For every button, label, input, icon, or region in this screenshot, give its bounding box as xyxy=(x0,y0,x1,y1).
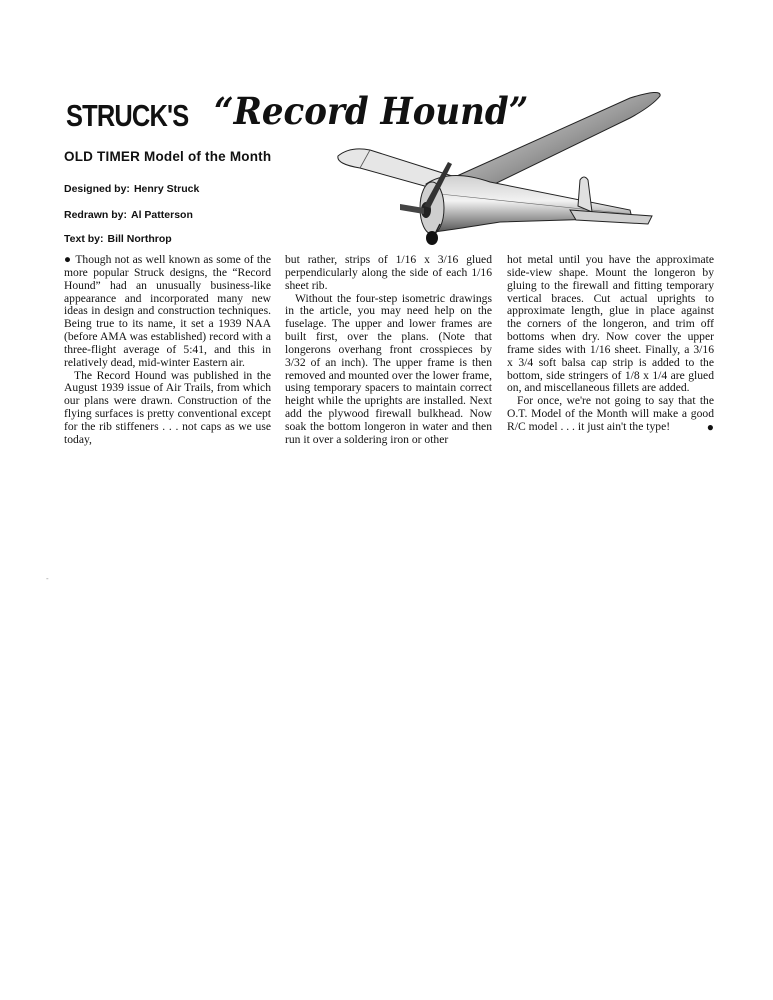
credit-name: Henry Struck xyxy=(133,183,200,195)
credit-text xyxy=(64,233,172,245)
credit-label: Designed by: xyxy=(64,183,130,195)
page-subtitle: OLD TIMER Model of the Month xyxy=(64,149,272,164)
paragraph-text: For once, we're not going to say that the O.T. Model of the Month will make a good R/C model . . . it just ain't the type! xyxy=(507,394,714,433)
article-column-2 xyxy=(285,254,492,447)
title-name: “Record Hound” xyxy=(214,89,529,133)
credit-label: Text by: xyxy=(64,233,104,245)
credit-name: Bill Northrop xyxy=(107,233,172,245)
paragraph: hot metal until you have the approximate side-view shape. Mount the longeron by gluing to the firewall and fitting temporary vertical braces. Cut actual uprights to approximate length, glue in place against the corners of the longeron, and trim off bottoms when dry. Now cover the upper frame sides with 1/16 sheet. Finally, a 3/16 x 3/4 soft balsa cap strip is added to the bottom, side stringers of 1/8 x 1/4 are glued on, and miscellaneous fillets are added. xyxy=(507,253,714,395)
airplane-illustration xyxy=(330,84,665,249)
article-column-1 xyxy=(64,254,271,447)
article-column-3 xyxy=(507,254,714,434)
paragraph: but rather, strips of 1/16 x 3/16 glued perpendicularly along the side of each 1/16 sheet rib. xyxy=(285,253,492,292)
paragraph: The Record Hound was published in the August 1939 issue of Air Trails, from which our plans were drawn. Construction of the flying surfaces is pretty conventional except for the rib stiffeners . . . not caps as we use today, xyxy=(64,368,271,446)
credit-designer xyxy=(64,183,199,195)
credit-label: Redrawn by: xyxy=(64,209,128,221)
bullet-icon: ● xyxy=(64,253,72,266)
paragraph: Without the four-step isometric drawings in the article, you may need help on the fuselage. The upper and lower frames are built first, over the plans. (Note that longerons overhang front crosspieces by 3/32 of an inch). The upper frame is then removed and mounted over the lower frame, using temporary spacers to maintain correct height while the uprights are installed. Next add the plywood firewall bulkhead. Now soak the bottom longeron in water and then run it over a soldering iron or other xyxy=(285,291,492,446)
end-mark-icon: ● xyxy=(706,419,714,434)
paragraph xyxy=(64,254,271,370)
title-prefix: STRUCK'S xyxy=(66,98,189,133)
paragraph xyxy=(507,395,714,434)
stray-mark: - xyxy=(46,574,49,583)
paragraph-text: Though not as well known as some of the more popular Struck designs, the “Record Hound” had an unusually business-like appearance and incorporated many new ideas in design and construction techniques. Being true to its name, it set a 1939 NAA (before AMA was established) record with a three-flight average of 5:41, and this in relatively dead, mid-winter Eastern air. xyxy=(64,253,271,369)
credit-name: Al Patterson xyxy=(131,209,193,221)
credit-redrawn xyxy=(64,209,193,221)
